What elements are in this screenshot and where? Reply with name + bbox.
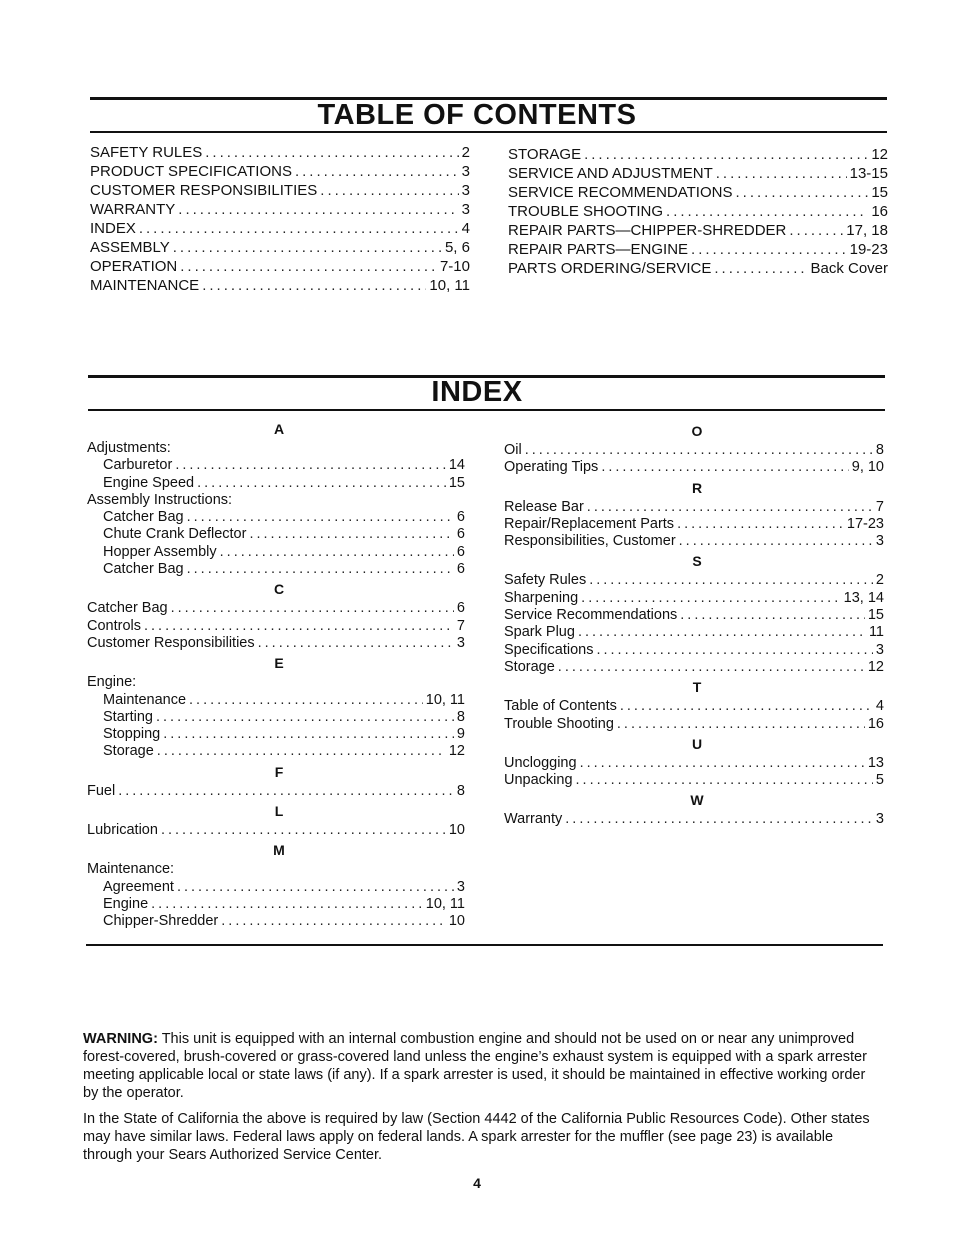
- dot-leader: [617, 716, 865, 733]
- dot-leader: [666, 202, 868, 221]
- entry-page: 16: [867, 715, 884, 732]
- entry-page: 3: [461, 201, 470, 218]
- dot-leader: [578, 624, 866, 641]
- index-entry: [504, 755, 884, 772]
- entry-label: Trouble Shooting: [504, 715, 614, 732]
- entry-label: Specifications: [504, 641, 594, 658]
- entry-label: Maintenance: [103, 691, 187, 708]
- entry-label: PRODUCT SPECIFICATIONS: [90, 163, 292, 180]
- entry-page: 13, 14: [843, 589, 884, 606]
- entry-label: PARTS ORDERING/SERVICE: [508, 260, 712, 277]
- dot-leader: [716, 164, 847, 183]
- toc-left-column: [90, 143, 470, 295]
- index-letter-heading: U: [691, 735, 703, 752]
- index-left-column: [87, 418, 465, 931]
- index-entry: [504, 607, 884, 624]
- index-entry: [87, 561, 465, 578]
- entry-label: Oil: [504, 442, 522, 458]
- entry-page: 5, 6: [444, 239, 470, 256]
- entry-page: 17, 18: [846, 222, 888, 239]
- entry-page: 12: [867, 658, 884, 675]
- index-entry: [504, 590, 884, 607]
- toc-entry: [90, 276, 470, 295]
- index-entry: [504, 572, 884, 589]
- entry-page: 3: [461, 182, 470, 199]
- entry-page: 8: [875, 442, 884, 458]
- entry-page: 8: [456, 708, 465, 725]
- index-letter-heading: E: [274, 655, 284, 672]
- dot-leader: [249, 526, 453, 543]
- dot-leader: [587, 499, 873, 516]
- index-right-column: [504, 420, 884, 829]
- dot-leader: [175, 457, 446, 474]
- dot-leader: [525, 442, 873, 459]
- dot-leader: [187, 561, 454, 578]
- entry-page: 8: [456, 782, 465, 799]
- toc-entry: [90, 181, 470, 200]
- index-entry: [87, 709, 465, 726]
- dot-leader: [714, 259, 807, 278]
- toc-entry: [90, 238, 470, 257]
- entry-label: STORAGE: [508, 146, 582, 163]
- dot-leader: [295, 162, 459, 181]
- entry-page: 16: [871, 203, 888, 220]
- entry-page: 12: [871, 146, 888, 163]
- entry-page: 4: [875, 698, 884, 715]
- entry-page: Back Cover: [810, 260, 888, 277]
- index-bottom-rule: [88, 409, 885, 411]
- entry-page: 2: [461, 144, 470, 161]
- dot-leader: [220, 544, 454, 561]
- entry-label: Controls: [87, 617, 141, 634]
- entry-label: Service Recommendations: [504, 607, 678, 624]
- index-entry: [504, 642, 884, 659]
- entry-label: ASSEMBLY: [90, 239, 170, 256]
- index-entry: [87, 783, 465, 800]
- entry-label: Catcher Bag: [103, 561, 184, 578]
- dot-leader: [680, 607, 865, 624]
- index-letter-heading: R: [691, 479, 703, 496]
- entry-label: Repair/Replacement Parts: [504, 515, 675, 532]
- dot-leader: [118, 783, 454, 800]
- index-group-heading: Adjustments:: [87, 440, 171, 456]
- dot-leader: [589, 572, 873, 589]
- entry-page: 6: [456, 543, 465, 560]
- index-entry: [87, 475, 465, 492]
- dot-leader: [580, 755, 865, 772]
- entry-label: Lubrication: [87, 822, 158, 839]
- index-letter-heading: O: [691, 423, 703, 439]
- index-entry: [504, 659, 884, 676]
- entry-page: 3: [456, 878, 465, 895]
- entry-page: 10: [448, 822, 465, 839]
- entry-page: 13-15: [849, 165, 888, 182]
- entry-page: 14: [448, 457, 465, 474]
- entry-page: 5: [875, 772, 884, 789]
- entry-page: 6: [456, 561, 465, 578]
- dot-leader: [151, 896, 423, 913]
- entry-page: 9, 10: [851, 459, 884, 476]
- warning-paragraph-1: [83, 1030, 883, 1102]
- index-entry: [504, 533, 884, 550]
- entry-label: SERVICE AND ADJUSTMENT: [508, 165, 713, 182]
- entry-page: 11: [868, 624, 884, 641]
- dot-leader: [581, 590, 841, 607]
- entry-page: 13: [867, 754, 884, 771]
- dot-leader: [173, 238, 442, 257]
- dot-leader: [189, 692, 423, 709]
- dot-leader: [178, 200, 458, 219]
- dot-leader: [320, 181, 458, 200]
- index-entry: [504, 772, 884, 789]
- index-entry: [87, 879, 465, 896]
- dot-leader: [565, 811, 873, 828]
- index-entry: [87, 635, 465, 652]
- dot-leader: [202, 276, 426, 295]
- toc-entry: [508, 145, 888, 164]
- entry-label: Chipper-Shredder: [103, 913, 219, 930]
- entry-page: 19-23: [849, 241, 888, 258]
- entry-page: 3: [461, 163, 470, 180]
- entry-label: Catcher Bag: [87, 600, 168, 617]
- page-number: 4: [473, 1175, 481, 1191]
- entry-page: 7: [875, 498, 884, 515]
- dot-leader: [205, 143, 458, 162]
- entry-label: REPAIR PARTS—CHIPPER-SHREDDER: [508, 222, 787, 239]
- entry-label: Storage: [504, 658, 555, 675]
- entry-label: CUSTOMER RESPONSIBILITIES: [90, 182, 318, 199]
- entry-label: Release Bar: [504, 498, 584, 515]
- dot-leader: [161, 822, 446, 839]
- index-entry: [87, 618, 465, 635]
- index-entry: [504, 516, 884, 533]
- entry-page: 3: [875, 811, 884, 828]
- warning-text-1: This unit is equipped with an internal combustion engine and should not be used on or near any unimproved forest-covered, brush-covered or grass-covered land unless the engine’s exhaust system is equipped with a spark arrester meeting applicable local or state laws (if any). If a spark arrester is used, it should be maintained in effective working order by the operator.: [83, 1031, 867, 1101]
- entry-page: 3: [875, 641, 884, 658]
- entry-page: 10, 11: [425, 895, 465, 912]
- toc-right-column: [508, 145, 888, 278]
- dot-leader: [691, 240, 847, 259]
- toc-entry: [508, 259, 888, 278]
- entry-label: Starting: [103, 708, 153, 725]
- dot-leader: [163, 726, 454, 743]
- entry-label: Carburetor: [103, 457, 173, 474]
- index-group-heading: Engine:: [87, 674, 137, 691]
- index-entry: [504, 499, 884, 516]
- index-letter-heading: A: [273, 421, 285, 437]
- dot-leader: [258, 635, 454, 652]
- index-group-heading: Assembly Instructions:: [87, 491, 233, 508]
- dot-leader: [144, 618, 454, 635]
- entry-page: 15: [448, 474, 465, 491]
- entry-page: 15: [867, 607, 884, 624]
- dot-leader: [677, 516, 844, 533]
- index-entry: [504, 442, 884, 459]
- entry-label: Engine: [103, 895, 149, 912]
- entry-page: 2: [875, 572, 884, 589]
- index-letter-heading: F: [274, 763, 284, 780]
- entry-label: Unclogging: [504, 754, 577, 771]
- entry-page: 7: [456, 617, 465, 634]
- toc-entry: [90, 143, 470, 162]
- dot-leader: [679, 533, 873, 550]
- entry-label: Safety Rules: [504, 572, 587, 589]
- dot-leader: [221, 913, 446, 930]
- dot-leader: [620, 698, 873, 715]
- warning-paragraph-2: [83, 1110, 883, 1164]
- toc-bottom-rule: [90, 131, 887, 133]
- warning-text-2: In the State of California the above is required by law (Section 4442 of the California Public Resources Code). Other states may have similar laws. Federal laws apply on federal lands. A spark arrester for the muffler (see page 23) is available through your Sears Authorized Service Center.: [83, 1111, 870, 1163]
- toc-entry: [508, 221, 888, 240]
- index-group-heading: Maintenance:: [87, 861, 175, 878]
- toc-title: TABLE OF CONTENTS: [317, 99, 637, 131]
- index-entry: [87, 743, 465, 760]
- index-title: INDEX: [431, 376, 523, 408]
- index-entry: [504, 624, 884, 641]
- index-entry: [87, 822, 465, 839]
- entry-label: Spark Plug: [504, 624, 575, 641]
- entry-label: WARRANTY: [90, 201, 176, 218]
- index-entry: [87, 913, 465, 930]
- dot-leader: [177, 879, 454, 896]
- dot-leader: [171, 600, 454, 617]
- entry-label: SAFETY RULES: [90, 144, 203, 161]
- index-letter-heading: M: [273, 842, 285, 859]
- warning-notice: [83, 1030, 883, 1172]
- entry-label: REPAIR PARTS—ENGINE: [508, 241, 689, 258]
- dot-leader: [601, 459, 848, 476]
- entry-page: 17-23: [846, 515, 884, 532]
- index-entry: [87, 896, 465, 913]
- index-entry: [87, 726, 465, 743]
- toc-entry: [90, 162, 470, 181]
- dot-leader: [735, 183, 868, 202]
- entry-page: 3: [875, 533, 884, 550]
- index-letter-heading: L: [274, 803, 284, 820]
- dot-leader: [156, 709, 454, 726]
- entry-page: 4: [461, 220, 470, 237]
- dot-leader: [197, 475, 446, 492]
- entry-label: Table of Contents: [504, 698, 617, 715]
- index-entry: [504, 459, 884, 476]
- toc-entry: [508, 164, 888, 183]
- toc-entry: [90, 257, 470, 276]
- dot-leader: [576, 772, 873, 789]
- index-letter-heading: S: [692, 553, 702, 570]
- index-entry: [87, 526, 465, 543]
- entry-label: Operating Tips: [504, 459, 599, 476]
- warning-label: WARNING:: [83, 1031, 158, 1047]
- toc-entry: [508, 240, 888, 259]
- entry-label: Chute Crank Deflector: [103, 526, 247, 543]
- index-entry: [87, 457, 465, 474]
- index-letter-heading: T: [692, 679, 702, 696]
- toc-entry: [90, 200, 470, 219]
- entry-label: Agreement: [103, 878, 174, 895]
- entry-label: Sharpening: [504, 589, 579, 606]
- entry-label: Catcher Bag: [103, 509, 184, 526]
- entry-page: 6: [456, 600, 465, 617]
- entry-page: 9: [456, 726, 465, 743]
- entry-page: 10, 11: [425, 691, 465, 708]
- entry-page: 7-10: [439, 258, 470, 275]
- dot-leader: [139, 219, 459, 238]
- index-letter-heading: W: [690, 792, 704, 809]
- dot-leader: [584, 145, 868, 164]
- entry-page: 12: [448, 743, 465, 760]
- entry-page: 10, 11: [429, 277, 470, 294]
- entry-page: 6: [456, 509, 465, 526]
- index-end-rule: [86, 944, 883, 946]
- index-entry: [87, 600, 465, 617]
- toc-entry: [508, 183, 888, 202]
- index-letter-heading: C: [273, 581, 285, 598]
- entry-label: INDEX: [90, 220, 136, 237]
- dot-leader: [596, 642, 872, 659]
- entry-page: 3: [456, 634, 465, 651]
- entry-label: Warranty: [504, 811, 563, 828]
- entry-page: 10: [448, 913, 465, 930]
- entry-label: SERVICE RECOMMENDATIONS: [508, 184, 733, 201]
- index-entry: [504, 811, 884, 828]
- index-entry: [87, 692, 465, 709]
- dot-leader: [558, 659, 865, 676]
- entry-label: Stopping: [103, 726, 161, 743]
- dot-leader: [157, 743, 446, 760]
- entry-page: 6: [456, 526, 465, 543]
- toc-entry: [508, 202, 888, 221]
- entry-label: Fuel: [87, 782, 116, 799]
- index-entry: [504, 698, 884, 715]
- index-entry: [87, 509, 465, 526]
- index-entry: [87, 544, 465, 561]
- entry-label: MAINTENANCE: [90, 277, 200, 294]
- entry-label: Customer Responsibilities: [87, 634, 255, 651]
- entry-label: Hopper Assembly: [103, 543, 217, 560]
- entry-label: Engine Speed: [103, 474, 195, 491]
- entry-label: Storage: [103, 743, 154, 760]
- entry-label: OPERATION: [90, 258, 178, 275]
- index-entry: [504, 716, 884, 733]
- dot-leader: [180, 257, 437, 276]
- dot-leader: [187, 509, 454, 526]
- entry-label: Unpacking: [504, 772, 573, 789]
- entry-page: 15: [871, 184, 888, 201]
- toc-entry: [90, 219, 470, 238]
- entry-label: TROUBLE SHOOTING: [508, 203, 664, 220]
- dot-leader: [789, 221, 843, 240]
- entry-label: Responsibilities, Customer: [504, 533, 676, 550]
